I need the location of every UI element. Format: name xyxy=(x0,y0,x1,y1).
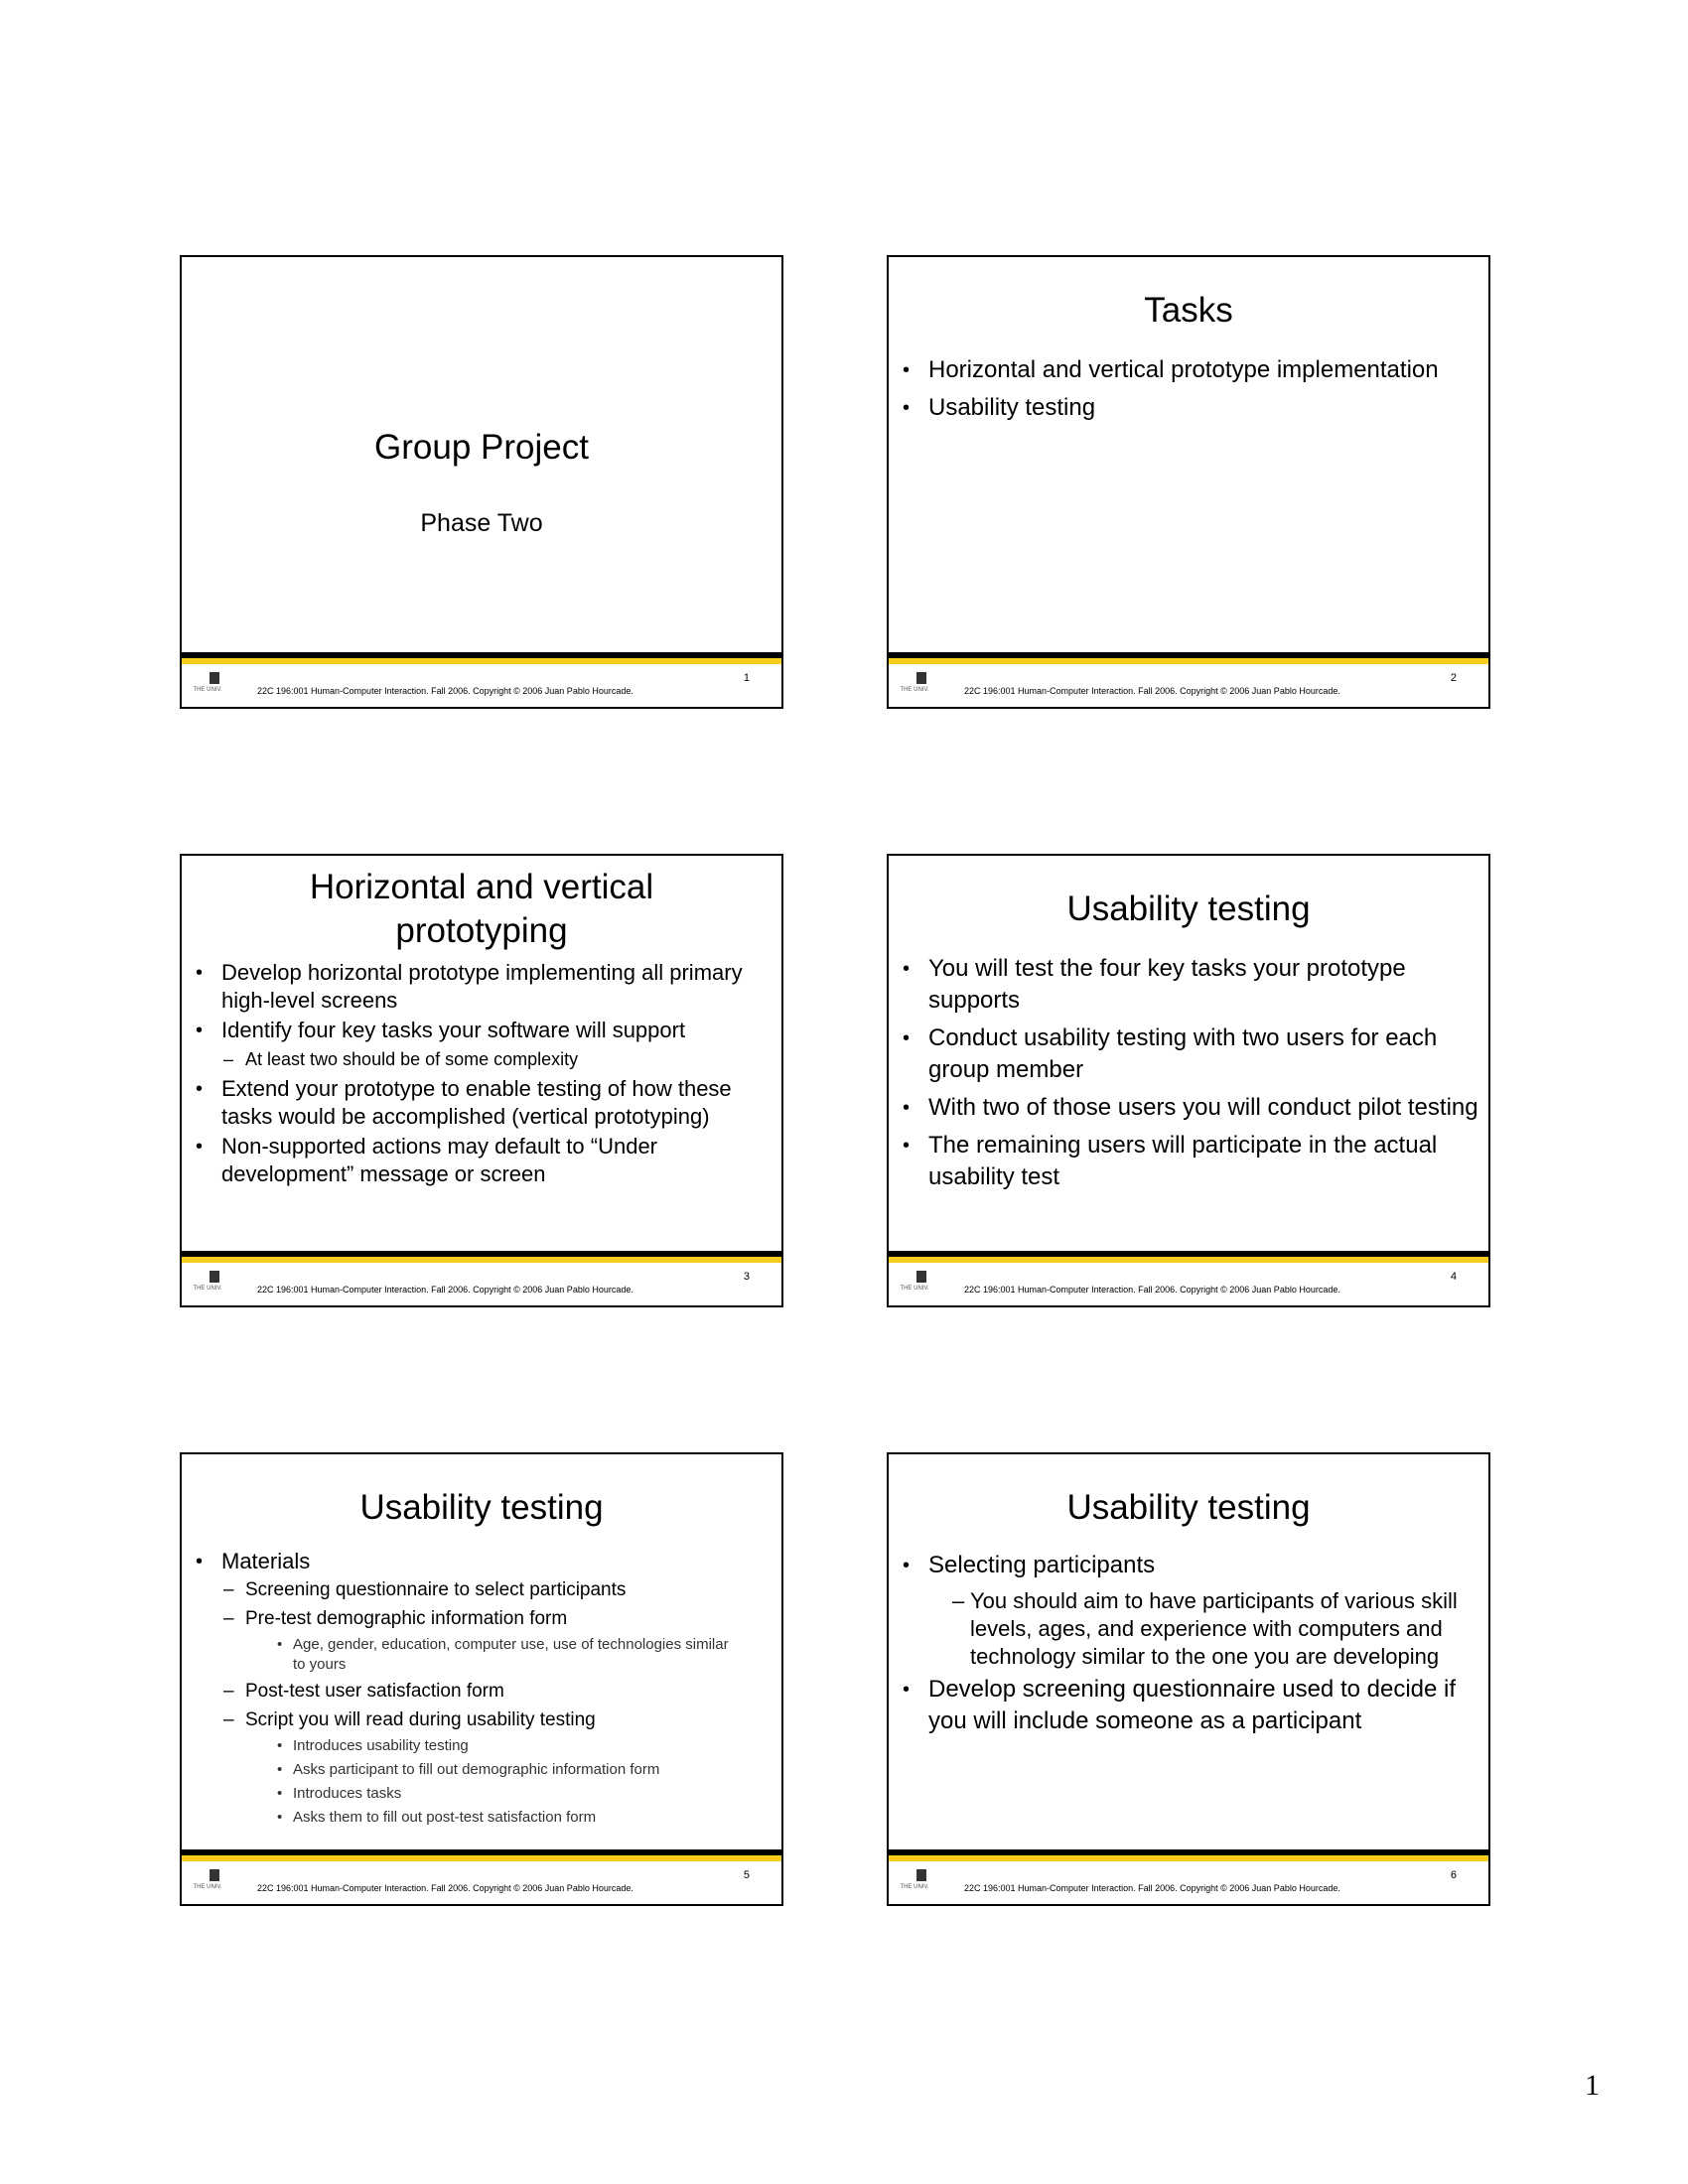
slide-footer: 22C 196:001 Human-Computer Interaction. Fall 2006. Copyright © 2006 Juan Pablo Hourcade. xyxy=(964,686,1340,696)
slide-title: Tasks xyxy=(1144,291,1233,330)
slide-number: 3 xyxy=(743,1271,750,1283)
sub-bullet: – You should aim to have participants of various skill levels, ages, and experience with computers and technology similar to the one you are developing xyxy=(889,1587,1488,1671)
bullet: • Horizontal and vertical prototype implementation xyxy=(889,354,1488,386)
bullet: • Identify four key tasks your software will support xyxy=(182,1017,781,1044)
sub-bullet: – Screening questionnaire to select participants xyxy=(182,1577,781,1603)
slide-number: 6 xyxy=(1450,1869,1457,1881)
page-number: 1 xyxy=(1585,2069,1600,2102)
slide-number: 1 xyxy=(743,672,750,684)
university-logo: THE UNIV. xyxy=(897,672,932,702)
slide-title: Horizontal and vertical prototyping xyxy=(309,868,654,950)
slide-title: Usability testing xyxy=(359,1488,604,1527)
bullet: • Develop screening questionnaire used to decide if you will include someone as a participant xyxy=(889,1674,1488,1737)
bullet: • With two of those users you will conduct pilot testing xyxy=(889,1092,1488,1124)
slide-number: 2 xyxy=(1450,672,1457,684)
university-logo: THE UNIV. xyxy=(190,1271,225,1300)
bullet: • Develop horizontal prototype implementing all primary high-level screens xyxy=(182,959,781,1015)
sub-sub-bullet: • Introduces tasks xyxy=(182,1784,781,1804)
slide-5 xyxy=(180,1452,783,1906)
slide-title: Group Project xyxy=(374,428,589,467)
slide-2 xyxy=(887,255,1490,709)
slide-footer: 22C 196:001 Human-Computer Interaction. Fall 2006. Copyright © 2006 Juan Pablo Hourcade. xyxy=(964,1285,1340,1295)
bullet: • Extend your prototype to enable testing of how these tasks would be accomplished (vertical prototyping) xyxy=(182,1075,781,1131)
university-logo: THE UNIV. xyxy=(190,672,225,702)
slide-number: 4 xyxy=(1450,1271,1457,1283)
bullet: • Conduct usability testing with two users for each group member xyxy=(889,1023,1488,1086)
bullet: • Materials xyxy=(182,1548,781,1575)
sub-sub-bullet: • Asks them to fill out post-test satisfaction form xyxy=(182,1808,781,1828)
slide-subtitle: Phase Two xyxy=(420,509,543,537)
bullet: • The remaining users will participate in the actual usability test xyxy=(889,1130,1488,1193)
bullet: • Usability testing xyxy=(889,392,1488,424)
slide-title: Usability testing xyxy=(1066,1488,1311,1527)
bullet: • You will test the four key tasks your prototype supports xyxy=(889,953,1488,1017)
university-logo: THE UNIV. xyxy=(190,1869,225,1899)
slide-footer: 22C 196:001 Human-Computer Interaction. Fall 2006. Copyright © 2006 Juan Pablo Hourcade. xyxy=(964,1883,1340,1893)
slide-footer: 22C 196:001 Human-Computer Interaction. Fall 2006. Copyright © 2006 Juan Pablo Hourcade. xyxy=(257,1883,633,1893)
bullet: • Non-supported actions may default to “Under development” message or screen xyxy=(182,1133,781,1188)
sub-bullet: – At least two should be of some complexity xyxy=(182,1046,781,1072)
slide-3 xyxy=(180,854,783,1307)
sub-sub-bullet: • Age, gender, education, computer use, use of technologies similar to yours xyxy=(182,1635,781,1675)
sub-bullet: – Post-test user satisfaction form xyxy=(182,1679,781,1705)
bullet: • Selecting participants xyxy=(889,1550,1488,1581)
sub-bullet: – Pre-test demographic information form xyxy=(182,1606,781,1632)
slide-footer: 22C 196:001 Human-Computer Interaction. Fall 2006. Copyright © 2006 Juan Pablo Hourcade. xyxy=(257,1285,633,1295)
sub-sub-bullet: • Introduces usability testing xyxy=(182,1736,781,1756)
slide-4 xyxy=(887,854,1490,1307)
slide-1 xyxy=(180,255,783,709)
university-logo: THE UNIV. xyxy=(897,1869,932,1899)
slide-6 xyxy=(887,1452,1490,1906)
slide-title: Usability testing xyxy=(1066,889,1311,928)
sub-bullet: – Script you will read during usability testing xyxy=(182,1707,781,1733)
sub-sub-bullet: • Asks participant to fill out demographic information form xyxy=(182,1760,781,1780)
slide-footer: 22C 196:001 Human-Computer Interaction. Fall 2006. Copyright © 2006 Juan Pablo Hourcade. xyxy=(257,686,633,696)
slide-number: 5 xyxy=(743,1869,750,1881)
university-logo: THE UNIV. xyxy=(897,1271,932,1300)
